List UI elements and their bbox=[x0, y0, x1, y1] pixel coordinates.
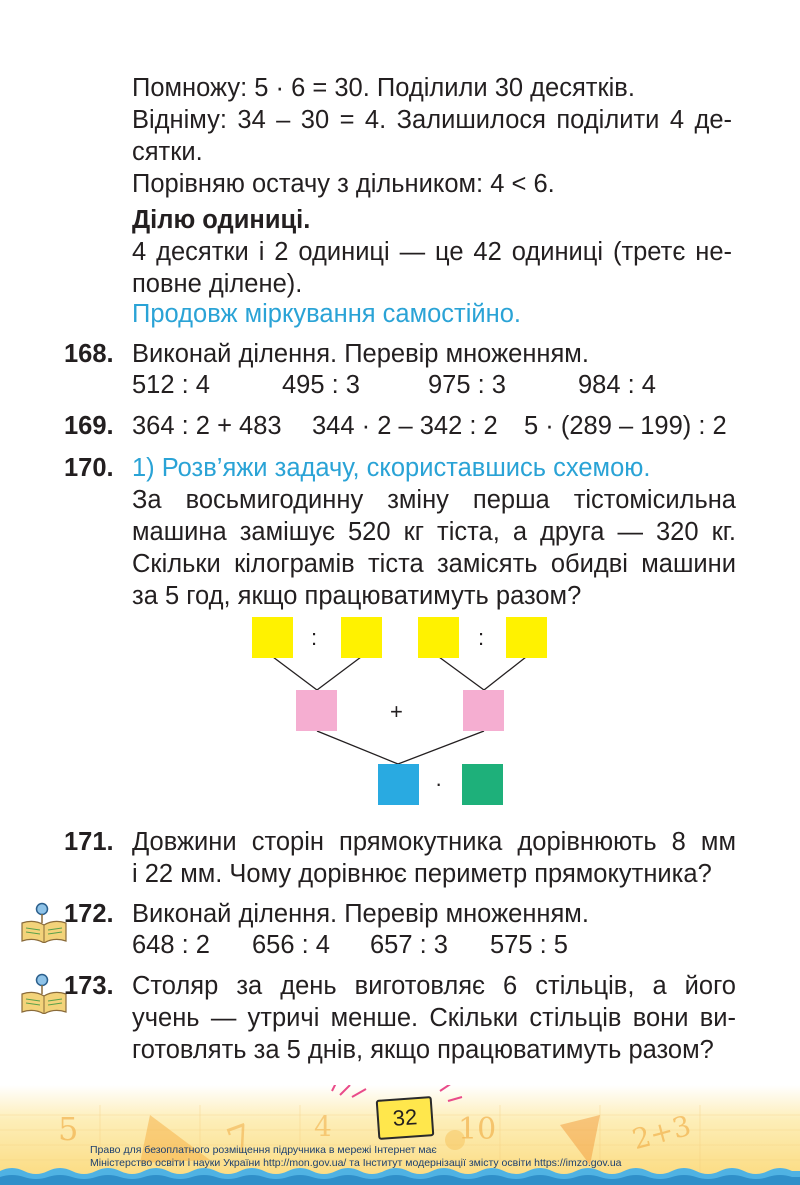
exercise-168-item: 975 : 3 bbox=[428, 371, 506, 399]
intro-line-4: Порівняю остачу з дільником: 4 < 6. bbox=[132, 170, 555, 198]
exercise-171-number: 171. bbox=[64, 828, 114, 856]
exercise-173-number: 173. bbox=[64, 972, 114, 1000]
decor-digit: 5 bbox=[58, 1110, 79, 1148]
intro-hint: Продовж міркування самостійно. bbox=[132, 300, 521, 328]
scheme-times-sign: · bbox=[435, 771, 443, 796]
exercise-172-number: 172. bbox=[64, 900, 114, 928]
exercise-172-item: 648 : 2 bbox=[132, 931, 210, 959]
exercise-172-item: 657 : 3 bbox=[370, 931, 448, 959]
exercise-172-text: Виконай ділення. Перевір множенням. bbox=[132, 900, 589, 928]
exercise-170-line-1: За восьмигодинну зміну перша тістомісильна bbox=[132, 486, 736, 514]
decor-digit: 2+3 bbox=[628, 1108, 695, 1157]
exercise-170-line-4: за 5 год, якщо працюватимуть разом? bbox=[132, 582, 582, 610]
page-number: 32 bbox=[376, 1096, 435, 1140]
intro-line-5: 4 десятки і 2 одиниці — це 42 одиниці (третє не- bbox=[132, 238, 732, 266]
exercise-173-line-1: Столяр за день виготовляє 6 стільців, а його bbox=[132, 972, 736, 1000]
scheme-box-divisor-1 bbox=[341, 617, 382, 658]
footer-license-line-2: Міністерство освіти і науки України http://mon.gov.ua/ та Інститут модернізації змісту освіти https://imzo.gov.ua bbox=[90, 1157, 622, 1169]
scheme-box-dividend-2 bbox=[418, 617, 459, 658]
exercise-169-item: 344 · 2 – 342 : 2 bbox=[312, 412, 498, 440]
decor-digit: 7 bbox=[221, 1115, 259, 1165]
intro-line-6: повне ділене). bbox=[132, 270, 303, 298]
exercise-169-item: 364 : 2 + 483 bbox=[132, 412, 282, 440]
exercise-170-line-3: Скільки кілограмів тіста замісять обидві машини bbox=[132, 550, 736, 578]
exercise-168-number: 168. bbox=[64, 340, 114, 368]
scheme-box-divisor-2 bbox=[506, 617, 547, 658]
footer-license-line-1: Право для безоплатного розміщення підручника в мережі Інтернет має bbox=[90, 1144, 437, 1156]
decor-digit: 10 bbox=[458, 1112, 497, 1147]
homework-book-icon bbox=[20, 897, 68, 943]
intro-line-1: Помножу: 5 · 6 = 30. Поділили 30 десятків. bbox=[132, 74, 635, 102]
exercise-173-line-3: готовлять за 5 днів, якщо працюватимуть разом? bbox=[132, 1036, 714, 1064]
exercise-168-text: Виконай ділення. Перевір множенням. bbox=[132, 340, 589, 368]
scheme-box-dividend-1 bbox=[252, 617, 293, 658]
exercise-171-line-1: Довжини сторін прямокутника дорівнюють 8 мм bbox=[132, 828, 736, 856]
exercise-170-task: 1) Розв’яжи задачу, скориставшись схемою. bbox=[132, 454, 651, 482]
scheme-plus-sign: + bbox=[390, 699, 403, 724]
scheme-box-sum bbox=[378, 764, 419, 805]
exercise-168-item: 512 : 4 bbox=[132, 371, 210, 399]
exercise-169-item: 5 · (289 – 199) : 2 bbox=[524, 412, 727, 440]
exercise-172-item: 575 : 5 bbox=[490, 931, 568, 959]
scheme-divide-sign: : bbox=[478, 625, 485, 650]
scheme-divide-sign: : bbox=[311, 625, 318, 650]
exercise-170-number: 170. bbox=[64, 454, 114, 482]
scheme-box-hours bbox=[462, 764, 503, 805]
exercise-171-line-2: і 22 мм. Чому дорівнює периметр прямокутника? bbox=[132, 860, 712, 888]
exercise-168-item: 495 : 3 bbox=[282, 371, 360, 399]
exercise-169-number: 169. bbox=[64, 412, 114, 440]
scheme-box-quotient-2 bbox=[463, 690, 504, 731]
intro-line-2: Відніму: 34 – 30 = 4. Залишилося поділити 4 де- bbox=[132, 106, 732, 134]
exercise-170-line-2: машина замішує 520 кг тіста, а друга — 320 кг. bbox=[132, 518, 736, 546]
exercise-168-item: 984 : 4 bbox=[578, 371, 656, 399]
exercise-173-line-2: учень — утричі менше. Скільки стільців вони ви- bbox=[132, 1004, 736, 1032]
intro-heading: Ділю одиниці. bbox=[132, 206, 311, 234]
intro-line-3: сятки. bbox=[132, 138, 203, 166]
exercise-172-item: 656 : 4 bbox=[252, 931, 330, 959]
homework-book-icon bbox=[20, 968, 68, 1014]
scheme-box-quotient-1 bbox=[296, 690, 337, 731]
decor-digit: 4 bbox=[314, 1110, 332, 1143]
